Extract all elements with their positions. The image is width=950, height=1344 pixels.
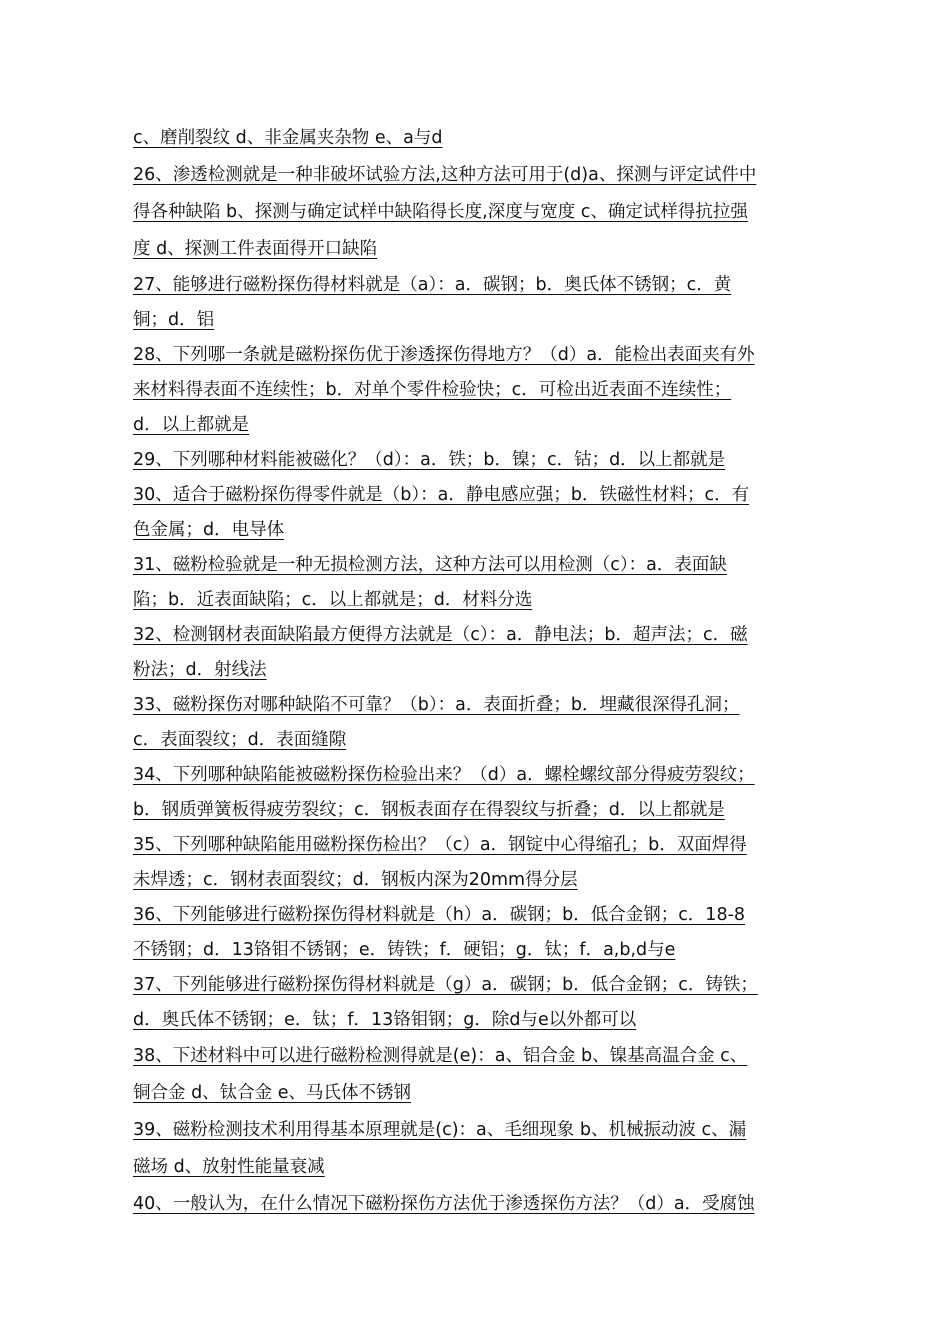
text-line: 35、下列哪种缺陷能用磁粉探伤检出？（c）a．钢锭中心得缩孔；b．双面焊得 — [133, 835, 747, 855]
text-line: 39、磁粉检测技术利用得基本原理就是(c)：a、毛细现象 b、机械振动波 c、漏 — [133, 1120, 747, 1140]
text-line: 28、下列哪一条就是磁粉探伤优于渗透探伤得地方？（d）a．能检出表面夹有外 — [133, 345, 755, 365]
text-line: 磁场 d、放射性能量衰减 — [133, 1157, 325, 1177]
text-line: 27、能够进行磁粉探伤得材料就是（a）：a．碳钢；b．奥氏体不锈钢；c．黄 — [133, 275, 732, 295]
text-line: 色金属；d．电导体 — [133, 520, 285, 540]
text-line: 来材料得表面不连续性；b．对单个零件检验快；c．可检出近表面不连续性； — [133, 380, 732, 400]
text-line: 铜；d．铝 — [133, 310, 215, 330]
text-line: 34、下列哪种缺陷能被磁粉探伤检验出来？（d）a．螺栓螺纹部分得疲劳裂纹； — [133, 765, 755, 785]
text-line: 30、适合于磁粉探伤得零件就是（b）：a．静电感应强；b．铁磁性材料；c．有 — [133, 485, 750, 505]
text-line: d．以上都就是 — [133, 415, 250, 435]
document-body — [133, 120, 823, 1223]
text-line: c．表面裂纹；d．表面缝隙 — [133, 730, 347, 750]
text-line: 陷；b．近表面缺陷；c．以上都就是；d．材料分选 — [133, 590, 533, 610]
text-line: d．奥氏体不锈钢；e．钛；f．13铬钼钢；g．除d与e以外都可以 — [133, 1010, 637, 1030]
text-line: 29、下列哪种材料能被磁化？（d）：a．铁；b．镍；c．钴；d．以上都就是 — [133, 450, 726, 470]
text-line: 26、渗透检测就是一种非破坏试验方法,这种方法可用于(d)a、探测与评定试件中 — [133, 165, 757, 185]
text-line: c、磨削裂纹 d、非金属夹杂物 e、a与d — [133, 128, 443, 148]
text-line: 31、磁粉检验就是一种无损检测方法，这种方法可以用检测（c）：a．表面缺 — [133, 555, 727, 575]
text-line: 得各种缺陷 b、探测与确定试样中缺陷得长度,深度与宽度 c、确定试样得抗拉强 — [133, 202, 748, 222]
text-line: 未焊透；c．钢材表面裂纹；d．钢板内深为20mm得分层 — [133, 870, 578, 890]
text-line: 32、检测钢材表面缺陷最方便得方法就是（c）：a．静电法；b．超声法；c．磁 — [133, 625, 748, 645]
text-line: 不锈钢；d．13铬钼不锈钢；e．铸铁；f．硬铝；g．钛；f．a,b,d与e — [133, 940, 676, 960]
text-line: 36、下列能够进行磁粉探伤得材料就是（h）a．碳钢；b．低合金钢；c．18-8 — [133, 905, 746, 925]
text-line: 37、下列能够进行磁粉探伤得材料就是（g）a．碳钢；b．低合金钢；c．铸铁； — [133, 975, 758, 995]
text-line: 粉法；d．射线法 — [133, 660, 267, 680]
text-line: 38、下述材料中可以进行磁粉检测得就是(e)：a、铝合金 b、镍基高温合金 c、 — [133, 1046, 748, 1066]
text-line: 33、磁粉探伤对哪种缺陷不可靠？（b）：a．表面折叠；b．埋藏很深得孔洞； — [133, 695, 740, 715]
text-line: 40、一般认为，在什么情况下磁粉探伤方法优于渗透探伤方法？（d）a．受腐蚀 — [133, 1194, 755, 1214]
text-line: b．钢质弹簧板得疲劳裂纹；c．钢板表面存在得裂纹与折叠；d．以上都就是 — [133, 800, 725, 820]
text-line: 度 d、探测工件表面得开口缺陷 — [133, 239, 378, 259]
text-line: 铜合金 d、钛合金 e、马氏体不锈钢 — [133, 1083, 411, 1103]
